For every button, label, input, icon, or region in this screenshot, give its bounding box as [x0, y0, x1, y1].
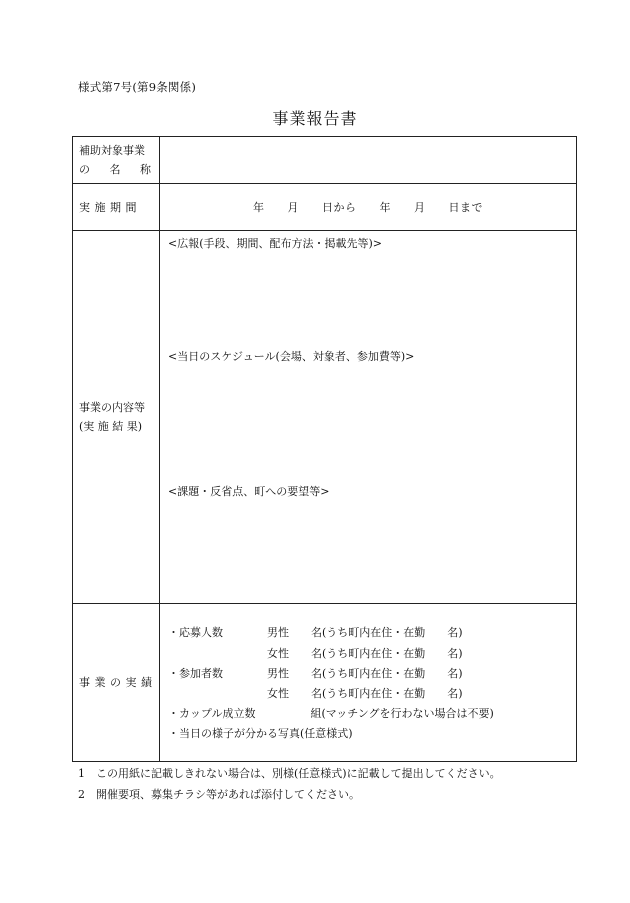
results-row: [73, 604, 577, 762]
applicants-female-line: 女性 名(うち町内在住・在勤 名): [168, 647, 463, 660]
participants-male-line: ・参加者数 男性 名(うち町内在住・在勤 名): [168, 667, 463, 680]
applicants-male-line: ・応募人数 男性 名(うち町内在住・在勤 名): [168, 626, 463, 639]
project-name-label-char: の: [79, 163, 90, 176]
period-value: 年 月 日から 年 月 日まで: [253, 201, 483, 214]
note-2: 2 開催要項、募集チラシ等があれば添付してください。: [78, 788, 360, 801]
project-name-label-cell: [73, 137, 160, 184]
form-number: 様式第7号(第9条関係): [78, 80, 197, 94]
project-name-label-char: 名: [109, 163, 121, 176]
period-label: 実 施 期 間: [73, 184, 160, 231]
results-label: 事 業 の 実 績: [73, 604, 160, 762]
content-row: [73, 231, 577, 604]
publicity-section-heading: <広報(手段、期間、配布方法・掲載先等)>: [168, 237, 383, 250]
schedule-section-heading: <当日のスケジュール(会場、対象者、参加費等)>: [168, 350, 415, 363]
project-name-label-char: 称: [140, 163, 151, 176]
content-label-cell: [73, 231, 160, 604]
issues-section-heading: <課題・反省点、町への要望等>: [168, 485, 330, 498]
participants-female-line: 女性 名(うち町内在住・在勤 名): [168, 687, 463, 700]
project-name-row: [73, 137, 577, 184]
note-1: 1 この用紙に記載しきれない場合は、別様(任意様式)に記載して提出してください。: [78, 767, 501, 780]
content-label-line1: 事業の内容等: [79, 401, 145, 414]
photos-line: ・当日の様子が分かる写真(任意様式): [168, 727, 353, 740]
period-row: [73, 184, 577, 231]
content-label-line2: (実 施 結 果): [79, 420, 143, 433]
document-title: 事業報告書: [272, 109, 358, 128]
project-name-label-line2: [79, 160, 151, 179]
project-name-field[interactable]: [160, 137, 577, 184]
content-field[interactable]: [160, 231, 577, 604]
results-field[interactable]: [160, 604, 577, 762]
couples-line: ・カップル成立数 組(マッチングを行わない場合は不要): [168, 707, 494, 720]
report-form-table: [72, 136, 577, 762]
period-field[interactable]: [160, 184, 577, 231]
project-name-label-line1: 補助対象事業: [79, 144, 145, 157]
